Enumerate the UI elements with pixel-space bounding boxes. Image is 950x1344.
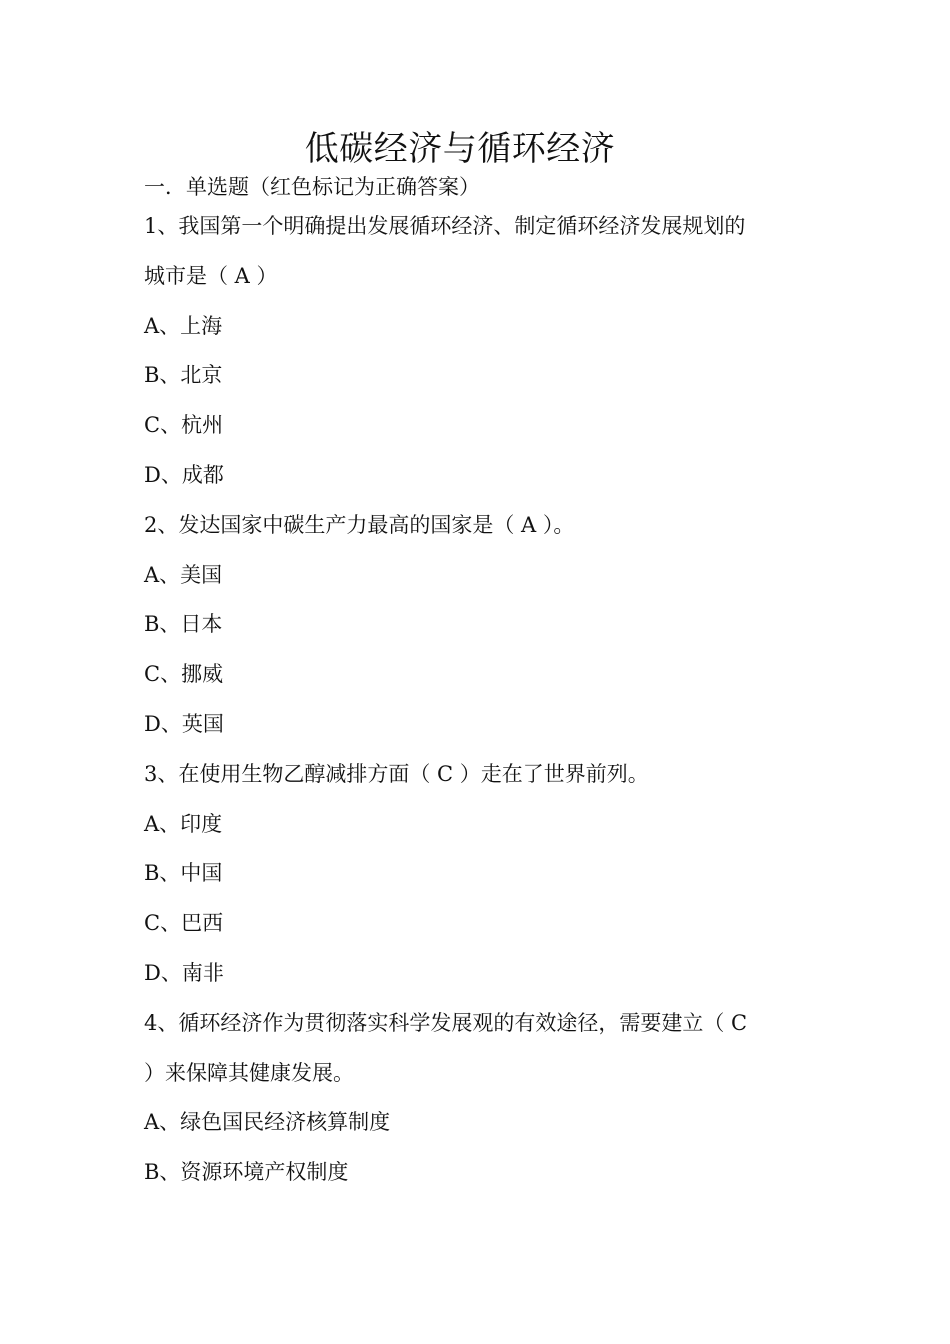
question-2-option-d: D、英国	[144, 711, 224, 736]
question-2-option-c: C、挪威	[144, 662, 224, 687]
question-3-option-d: D、南非	[144, 960, 224, 985]
question-1-line-1: 1、我国第一个明确提出发展循环经济、制定循环经济发展规划的	[144, 214, 746, 238]
question-1-option-b: B、北京	[144, 363, 223, 388]
question-4-option-a: A、绿色国民经济核算制度	[144, 1110, 391, 1135]
question-4-option-b: B、资源环境产权制度	[144, 1160, 349, 1185]
question-3-option-a: A、印度	[144, 811, 223, 836]
question-3: 3、在使用生物乙醇减排方面（ C ）走在了世界前列。	[144, 761, 649, 786]
question-2-option-a: A、美国	[144, 562, 223, 587]
question-1-option-c: C、杭州	[144, 413, 224, 438]
question-2-option-b: B、日本	[144, 612, 223, 637]
section-heading: 一．单选题（红色标记为正确答案）	[144, 175, 480, 199]
question-4-line-1: 4、循环经济作为贯彻落实科学发展观的有效途径，需要建立（ C	[144, 1010, 748, 1035]
question-2: 2、发达国家中碳生产力最高的国家是（ A ）。	[144, 512, 575, 537]
question-1-option-d: D、成都	[144, 462, 224, 487]
question-4-line-2: ）来保障其健康发展。	[144, 1060, 354, 1085]
question-3-option-b: B、中国	[144, 861, 223, 886]
question-3-option-c: C、巴西	[144, 911, 224, 936]
page-title: 低碳经济与循环经济	[304, 129, 616, 169]
question-1-option-a: A、上海	[144, 313, 223, 338]
document-body	[144, 172, 814, 1198]
question-1-line-2: 城市是（ A ）	[144, 263, 278, 288]
